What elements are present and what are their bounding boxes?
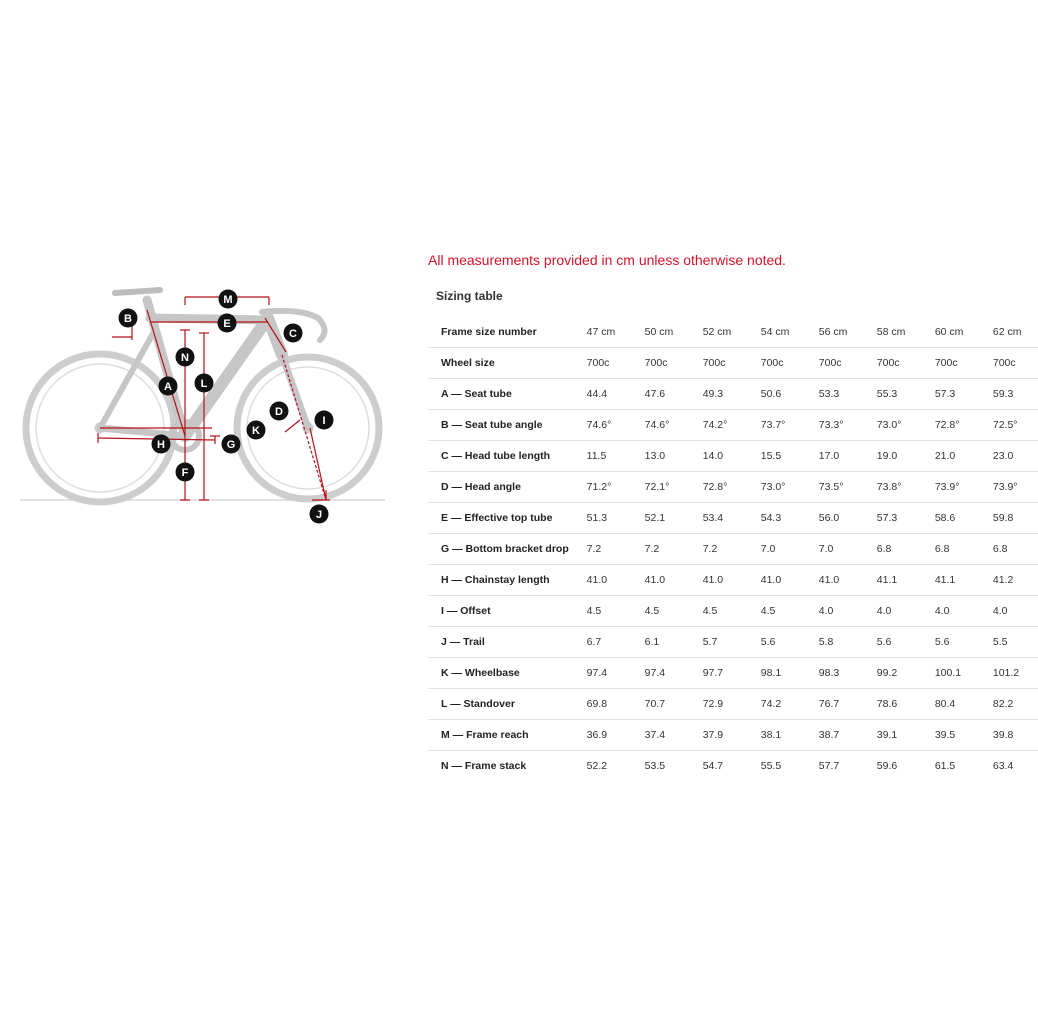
cell-value: 80.4 bbox=[922, 689, 980, 720]
cell-value: 74.6° bbox=[574, 410, 632, 441]
cell-value: 50.6 bbox=[748, 379, 806, 410]
cell-value: 54 cm bbox=[760, 326, 790, 338]
cell-value: 74.2° bbox=[690, 410, 748, 441]
label-badge-n bbox=[176, 348, 195, 367]
table-row bbox=[428, 658, 1038, 689]
sizing-table-container[interactable] bbox=[428, 317, 1022, 772]
cell-value: 4.0 bbox=[806, 596, 864, 627]
label-badge-l bbox=[195, 374, 214, 393]
svg-text:J: J bbox=[315, 509, 323, 521]
cell-value: 52 cm bbox=[702, 326, 732, 338]
label-badge-d bbox=[270, 402, 289, 421]
cell-value: 74.2 bbox=[748, 689, 806, 720]
label-badge-e bbox=[218, 314, 237, 333]
cell-value: 73.9° bbox=[980, 472, 1038, 503]
cell-value: 55.3 bbox=[864, 379, 922, 410]
cell-value: 4.5 bbox=[748, 596, 806, 627]
cell-value: 50 cm bbox=[644, 326, 674, 338]
cell-value: 73.0° bbox=[864, 410, 922, 441]
cell-value: 44.4 bbox=[574, 379, 632, 410]
cell-value: 59.6 bbox=[864, 751, 922, 782]
cell-value: 4.5 bbox=[690, 596, 748, 627]
cell-value: 78.6 bbox=[864, 689, 922, 720]
cell-value: 4.0 bbox=[864, 596, 922, 627]
table-row bbox=[428, 503, 1038, 534]
cell-value: 7.0 bbox=[748, 534, 806, 565]
cell-value: 73.9° bbox=[922, 472, 980, 503]
cell-value: 5.6 bbox=[748, 627, 806, 658]
cell-value: 61.5 bbox=[922, 751, 980, 782]
svg-text:G: G bbox=[226, 439, 236, 451]
row-label: Wheel size bbox=[428, 348, 574, 379]
cell-value: 56 cm bbox=[818, 326, 848, 338]
cell-value: 73.0° bbox=[748, 472, 806, 503]
label-badge-f bbox=[176, 463, 195, 482]
row-label: I — Offset bbox=[428, 596, 574, 627]
cell-value: 17.0 bbox=[806, 441, 864, 472]
cell-value: 57.7 bbox=[806, 751, 864, 782]
cell-value: 98.1 bbox=[748, 658, 806, 689]
table-row bbox=[428, 534, 1038, 565]
cell-value: 700c bbox=[574, 348, 632, 379]
cell-value: 51.3 bbox=[574, 503, 632, 534]
cell-value: 73.5° bbox=[806, 472, 864, 503]
cell-value: 41.1 bbox=[922, 565, 980, 596]
svg-text:M: M bbox=[223, 294, 233, 306]
cell-value: 39.5 bbox=[922, 720, 980, 751]
cell-value: 700c bbox=[806, 348, 864, 379]
label-badge-k bbox=[247, 421, 266, 440]
table-row bbox=[428, 441, 1038, 472]
svg-text:B: B bbox=[124, 313, 132, 325]
row-label: D — Head angle bbox=[428, 472, 574, 503]
label-badge-b bbox=[119, 309, 138, 328]
cell-value: 72.9 bbox=[690, 689, 748, 720]
svg-text:H: H bbox=[157, 439, 165, 451]
svg-text:N: N bbox=[181, 352, 189, 364]
cell-value: 58.6 bbox=[922, 503, 980, 534]
cell-value: 71.2° bbox=[574, 472, 632, 503]
cell-value: 41.0 bbox=[806, 565, 864, 596]
cell-value: 4.5 bbox=[632, 596, 690, 627]
cell-value: 14.0 bbox=[690, 441, 748, 472]
cell-value: 53.4 bbox=[690, 503, 748, 534]
svg-text:C: C bbox=[289, 328, 297, 340]
cell-value: 4.0 bbox=[922, 596, 980, 627]
label-badge-m bbox=[219, 290, 238, 309]
cell-value: 63.4 bbox=[980, 751, 1038, 782]
cell-value: 54.3 bbox=[748, 503, 806, 534]
cell-value: 41.0 bbox=[690, 565, 748, 596]
cell-value: 41.2 bbox=[980, 565, 1038, 596]
row-label: K — Wheelbase bbox=[428, 658, 574, 689]
cell-value: 72.8° bbox=[922, 410, 980, 441]
table-row bbox=[428, 348, 1038, 379]
row-label: Frame size number bbox=[441, 326, 537, 338]
row-label: J — Trail bbox=[428, 627, 574, 658]
label-badge-g bbox=[222, 435, 241, 454]
cell-value: 700c bbox=[748, 348, 806, 379]
row-label: C — Head tube length bbox=[428, 441, 574, 472]
svg-text:E: E bbox=[223, 318, 231, 330]
cell-value: 21.0 bbox=[922, 441, 980, 472]
svg-text:F: F bbox=[181, 467, 189, 479]
cell-value: 7.2 bbox=[690, 534, 748, 565]
cell-value: 7.2 bbox=[574, 534, 632, 565]
cell-value: 73.7° bbox=[748, 410, 806, 441]
cell-value: 73.8° bbox=[864, 472, 922, 503]
cell-value: 54.7 bbox=[690, 751, 748, 782]
cell-value: 53.5 bbox=[632, 751, 690, 782]
cell-value: 72.1° bbox=[632, 472, 690, 503]
cell-value: 37.9 bbox=[690, 720, 748, 751]
cell-value: 5.8 bbox=[806, 627, 864, 658]
table-row bbox=[428, 689, 1038, 720]
cell-value: 7.2 bbox=[632, 534, 690, 565]
cell-value: 60 cm bbox=[934, 326, 964, 338]
cell-value: 99.2 bbox=[864, 658, 922, 689]
cell-value: 38.7 bbox=[806, 720, 864, 751]
cell-value: 6.1 bbox=[632, 627, 690, 658]
cell-value: 52.1 bbox=[632, 503, 690, 534]
cell-value: 5.6 bbox=[922, 627, 980, 658]
cell-value: 53.3 bbox=[806, 379, 864, 410]
cell-value: 4.0 bbox=[980, 596, 1038, 627]
cell-value: 76.7 bbox=[806, 689, 864, 720]
sizing-table-title: Sizing table bbox=[436, 289, 503, 303]
cell-value: 7.0 bbox=[806, 534, 864, 565]
cell-value: 700c bbox=[980, 348, 1038, 379]
table-row bbox=[428, 379, 1038, 410]
label-badge-j bbox=[310, 505, 329, 524]
cell-value: 36.9 bbox=[574, 720, 632, 751]
cell-value: 700c bbox=[690, 348, 748, 379]
cell-value: 39.1 bbox=[864, 720, 922, 751]
svg-text:D: D bbox=[275, 406, 283, 418]
svg-text:A: A bbox=[164, 381, 172, 393]
cell-value: 57.3 bbox=[864, 503, 922, 534]
cell-value: 49.3 bbox=[690, 379, 748, 410]
table-row bbox=[428, 596, 1038, 627]
cell-value: 5.5 bbox=[980, 627, 1038, 658]
cell-value: 59.8 bbox=[980, 503, 1038, 534]
row-label: G — Bottom bracket drop bbox=[428, 534, 574, 565]
measurement-note: All measurements provided in cm unless otherwise noted. bbox=[428, 252, 786, 268]
row-label: A — Seat tube bbox=[428, 379, 574, 410]
row-label: B — Seat tube angle bbox=[428, 410, 574, 441]
cell-value: 5.6 bbox=[864, 627, 922, 658]
cell-value: 73.3° bbox=[806, 410, 864, 441]
cell-value: 70.7 bbox=[632, 689, 690, 720]
cell-value: 700c bbox=[864, 348, 922, 379]
cell-value: 101.2 bbox=[980, 658, 1038, 689]
cell-value: 700c bbox=[922, 348, 980, 379]
cell-value: 4.5 bbox=[574, 596, 632, 627]
cell-value: 72.5° bbox=[980, 410, 1038, 441]
label-badge-h bbox=[152, 435, 171, 454]
svg-text:I: I bbox=[322, 415, 326, 427]
cell-value: 56.0 bbox=[806, 503, 864, 534]
cell-value: 47 cm bbox=[586, 326, 616, 338]
cell-value: 5.7 bbox=[690, 627, 748, 658]
svg-text:L: L bbox=[200, 378, 208, 390]
cell-value: 41.0 bbox=[574, 565, 632, 596]
cell-value: 58 cm bbox=[876, 326, 906, 338]
cell-value: 19.0 bbox=[864, 441, 922, 472]
cell-value: 11.5 bbox=[574, 441, 632, 472]
table-row bbox=[428, 472, 1038, 503]
cell-value: 98.3 bbox=[806, 658, 864, 689]
cell-value: 97.4 bbox=[632, 658, 690, 689]
cell-value: 41.1 bbox=[864, 565, 922, 596]
cell-value: 41.0 bbox=[748, 565, 806, 596]
sizing-table bbox=[428, 317, 1038, 781]
row-label: E — Effective top tube bbox=[428, 503, 574, 534]
cell-value: 6.8 bbox=[864, 534, 922, 565]
svg-text:K: K bbox=[252, 425, 260, 437]
cell-value: 41.0 bbox=[632, 565, 690, 596]
table-row bbox=[428, 410, 1038, 441]
cell-value: 700c bbox=[632, 348, 690, 379]
label-badge-a bbox=[159, 377, 178, 396]
cell-value: 57.3 bbox=[922, 379, 980, 410]
cell-value: 6.7 bbox=[574, 627, 632, 658]
bike-geometry-diagram bbox=[0, 270, 400, 530]
table-row bbox=[428, 627, 1038, 658]
cell-value: 6.8 bbox=[980, 534, 1038, 565]
cell-value: 62 cm bbox=[992, 326, 1022, 338]
cell-value: 39.8 bbox=[980, 720, 1038, 751]
row-label: H — Chainstay length bbox=[428, 565, 574, 596]
table-header-row bbox=[428, 317, 1038, 348]
cell-value: 74.6° bbox=[632, 410, 690, 441]
cell-value: 47.6 bbox=[632, 379, 690, 410]
table-row bbox=[428, 720, 1038, 751]
cell-value: 38.1 bbox=[748, 720, 806, 751]
cell-value: 97.7 bbox=[690, 658, 748, 689]
table-row bbox=[428, 565, 1038, 596]
cell-value: 59.3 bbox=[980, 379, 1038, 410]
label-badge-c bbox=[284, 324, 303, 343]
table-row bbox=[428, 751, 1038, 782]
cell-value: 52.2 bbox=[574, 751, 632, 782]
cell-value: 6.8 bbox=[922, 534, 980, 565]
row-label: L — Standover bbox=[428, 689, 574, 720]
cell-value: 15.5 bbox=[748, 441, 806, 472]
label-badge-i bbox=[315, 411, 334, 430]
cell-value: 72.8° bbox=[690, 472, 748, 503]
cell-value: 37.4 bbox=[632, 720, 690, 751]
cell-value: 55.5 bbox=[748, 751, 806, 782]
cell-value: 23.0 bbox=[980, 441, 1038, 472]
cell-value: 13.0 bbox=[632, 441, 690, 472]
cell-value: 69.8 bbox=[574, 689, 632, 720]
cell-value: 82.2 bbox=[980, 689, 1038, 720]
cell-value: 97.4 bbox=[574, 658, 632, 689]
row-label: N — Frame stack bbox=[428, 751, 574, 782]
row-label: M — Frame reach bbox=[428, 720, 574, 751]
cell-value: 100.1 bbox=[922, 658, 980, 689]
